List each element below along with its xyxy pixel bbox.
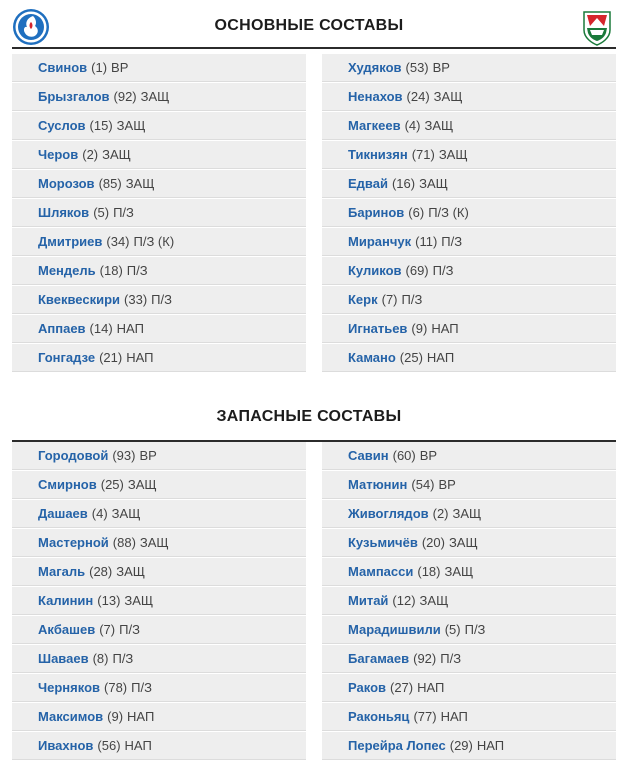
- player-row: [322, 83, 616, 111]
- player-row: [12, 645, 306, 673]
- player-row: [12, 703, 306, 731]
- player-name-link[interactable]: Ивахнов: [38, 738, 94, 753]
- player-row: [322, 442, 616, 470]
- player-name-link[interactable]: Дашаев: [38, 506, 88, 521]
- player-position: П/З: [440, 651, 462, 666]
- player-position: НАП: [476, 738, 505, 753]
- player-number: (5): [444, 622, 461, 637]
- player-row: [322, 616, 616, 644]
- player-name-link[interactable]: Мендель: [38, 263, 96, 278]
- player-row: [12, 442, 306, 470]
- player-row: [12, 732, 306, 760]
- player-position: П/З: [126, 263, 148, 278]
- player-position: П/З: [401, 292, 423, 307]
- player-position: П/З: [113, 205, 134, 220]
- player-position: ЗАЩ: [448, 535, 478, 550]
- player-number: (69): [405, 263, 429, 278]
- player-name-link[interactable]: Черняков: [38, 680, 101, 695]
- player-position: ВР: [438, 477, 456, 492]
- player-row: [12, 587, 306, 615]
- player-number: (5): [93, 205, 110, 220]
- home-lineup-list: [12, 54, 306, 373]
- player-position: П/З: [432, 263, 454, 278]
- player-position: ЗАЩ: [124, 593, 154, 608]
- player-number: (20): [421, 535, 445, 550]
- player-number: (21): [99, 350, 123, 365]
- player-name-link[interactable]: Митай: [348, 593, 389, 608]
- player-number: (60): [392, 448, 416, 463]
- player-row: [322, 54, 616, 82]
- player-number: (92): [413, 651, 437, 666]
- player-row: [322, 170, 616, 198]
- player-row: [12, 199, 306, 227]
- player-position: ЗАЩ: [438, 147, 468, 162]
- player-row: [12, 344, 306, 372]
- player-name-link[interactable]: Керк: [348, 292, 378, 307]
- player-name-link[interactable]: Куликов: [348, 263, 402, 278]
- player-name-link[interactable]: Мампасси: [348, 564, 414, 579]
- player-position: ЗАЩ: [116, 118, 146, 133]
- player-position: ЗАЩ: [116, 564, 145, 579]
- player-number: (4): [404, 118, 421, 133]
- away-substitutes-list: [322, 442, 616, 761]
- player-name-link[interactable]: Акбашев: [38, 622, 96, 637]
- player-number: (24): [406, 89, 430, 104]
- player-number: (6): [408, 205, 425, 220]
- player-number: (78): [104, 680, 128, 695]
- player-row: [12, 674, 306, 702]
- lineups-divider: [12, 47, 616, 49]
- player-name-link[interactable]: Магкеев: [348, 118, 401, 133]
- player-number: (77): [413, 709, 437, 724]
- player-row: [322, 587, 616, 615]
- player-number: (18): [417, 564, 441, 579]
- substitutes-header: [0, 387, 618, 442]
- player-row: [12, 141, 306, 169]
- player-number: (71): [411, 147, 435, 162]
- player-row: [322, 703, 616, 731]
- player-row: [12, 228, 306, 256]
- player-row: [322, 286, 616, 314]
- player-position: НАП: [116, 321, 144, 336]
- substitutes-divider: [12, 440, 616, 442]
- player-position: П/З: [151, 292, 172, 307]
- player-number: (8): [92, 651, 109, 666]
- player-position: НАП: [426, 350, 455, 365]
- player-name-link[interactable]: Свинов: [38, 60, 88, 75]
- player-row: [12, 286, 306, 314]
- player-number: (14): [89, 321, 113, 336]
- player-position: П/З: [119, 622, 140, 637]
- lineups-title: ОСНОВНЫЕ СОСТАВЫ: [214, 17, 404, 34]
- player-number: (15): [89, 118, 113, 133]
- player-row: [12, 500, 306, 528]
- player-number: (7): [99, 622, 116, 637]
- player-name-link[interactable]: Раков: [348, 680, 386, 695]
- player-row: [322, 257, 616, 285]
- player-position: ЗАЩ: [444, 564, 474, 579]
- player-row: [322, 344, 616, 372]
- player-number: (85): [98, 176, 122, 191]
- player-name-link[interactable]: Савин: [348, 448, 389, 463]
- player-number: (11): [415, 234, 438, 249]
- player-name-link[interactable]: Квеквескири: [38, 292, 121, 307]
- player-position: НАП: [126, 350, 154, 365]
- substitutes-section: [0, 387, 618, 761]
- player-name-link[interactable]: Черов: [38, 147, 79, 162]
- player-number: (9): [107, 709, 124, 724]
- player-number: (25): [100, 477, 124, 492]
- player-number: (88): [112, 535, 136, 550]
- player-number: (9): [411, 321, 428, 336]
- player-name-link[interactable]: Худяков: [348, 60, 402, 75]
- player-position: ЗАЩ: [452, 506, 482, 521]
- player-number: (1): [91, 60, 108, 75]
- player-name-link[interactable]: Живоглядов: [348, 506, 429, 521]
- player-name-link[interactable]: Камано: [348, 350, 396, 365]
- player-number: (53): [405, 60, 429, 75]
- player-name-link[interactable]: Ненахов: [348, 89, 403, 104]
- player-name-link[interactable]: Кузьмичёв: [348, 535, 418, 550]
- player-name-link[interactable]: Матюнин: [348, 477, 408, 492]
- player-position: П/З: [131, 680, 152, 695]
- player-position: ЗАЩ: [127, 477, 157, 492]
- player-number: (27): [390, 680, 414, 695]
- player-number: (4): [91, 506, 108, 521]
- player-name-link[interactable]: Суслов: [38, 118, 86, 133]
- player-row: [12, 54, 306, 82]
- player-row: [322, 199, 616, 227]
- player-name-link[interactable]: Баринов: [348, 205, 405, 220]
- player-number: (56): [97, 738, 121, 753]
- player-row: [322, 558, 616, 586]
- player-row: [322, 471, 616, 499]
- player-position: ЗАЩ: [433, 89, 463, 104]
- player-position: П/З: [464, 622, 486, 637]
- player-position: НАП: [440, 709, 468, 724]
- player-row: [322, 315, 616, 343]
- player-number: (7): [381, 292, 398, 307]
- player-name-link[interactable]: Гонгадзе: [38, 350, 96, 365]
- lokomotiv-club-logo-icon: [582, 8, 612, 46]
- player-name-link[interactable]: Мастерной: [38, 535, 109, 550]
- player-number: (93): [112, 448, 136, 463]
- player-name-link[interactable]: Шаваев: [38, 651, 89, 666]
- player-position: ЗАЩ: [140, 89, 170, 104]
- home-substitutes-list: [12, 442, 306, 761]
- player-row: [12, 529, 306, 557]
- player-name-link[interactable]: Миранчук: [348, 234, 412, 249]
- player-name-link[interactable]: Багамаев: [348, 651, 410, 666]
- player-position: ЗАЩ: [419, 176, 448, 191]
- player-name-link[interactable]: Шляков: [38, 205, 90, 220]
- player-row: [12, 170, 306, 198]
- player-row: [12, 112, 306, 140]
- player-number: (34): [106, 234, 130, 249]
- player-number: (29): [449, 738, 473, 753]
- player-position: ВР: [432, 60, 450, 75]
- player-position: ЗАЩ: [419, 593, 449, 608]
- player-name-link[interactable]: Городовой: [38, 448, 109, 463]
- player-row: [12, 558, 306, 586]
- player-position: НАП: [431, 321, 459, 336]
- player-number: (2): [82, 147, 99, 162]
- player-name-link[interactable]: Магаль: [38, 564, 86, 579]
- player-position: НАП: [127, 709, 155, 724]
- player-position: ВР: [139, 448, 157, 463]
- player-name-link[interactable]: Смирнов: [38, 477, 97, 492]
- player-position: ЗАЩ: [424, 118, 454, 133]
- player-position: ВР: [111, 60, 129, 75]
- player-position: П/З (К): [133, 234, 175, 249]
- player-row: [322, 529, 616, 557]
- player-row: [322, 645, 616, 673]
- player-position: П/З (К): [428, 205, 469, 220]
- player-name-link[interactable]: Раконьяц: [348, 709, 410, 724]
- player-name-link[interactable]: Аппаев: [38, 321, 86, 336]
- player-row: [12, 315, 306, 343]
- player-row: [322, 141, 616, 169]
- player-position: ЗАЩ: [102, 147, 131, 162]
- player-name-link[interactable]: Калинин: [38, 593, 94, 608]
- player-number: (12): [392, 593, 416, 608]
- player-position: ЗАЩ: [139, 535, 169, 550]
- player-row: [12, 257, 306, 285]
- player-position: П/З: [441, 234, 463, 249]
- player-row: [12, 471, 306, 499]
- player-row: [12, 616, 306, 644]
- player-row: [322, 228, 616, 256]
- player-row: [322, 674, 616, 702]
- player-row: [322, 112, 616, 140]
- player-row: [12, 83, 306, 111]
- player-position: НАП: [417, 680, 445, 695]
- player-row: [322, 500, 616, 528]
- player-number: (2): [432, 506, 449, 521]
- player-name-link[interactable]: Морозов: [38, 176, 95, 191]
- player-name-link[interactable]: Перейра Лопес: [348, 738, 446, 753]
- player-position: ЗАЩ: [111, 506, 141, 521]
- player-number: (16): [391, 176, 416, 191]
- player-number: (25): [399, 350, 423, 365]
- player-name-link[interactable]: Едвай: [348, 176, 388, 191]
- player-name-link[interactable]: Брызгалов: [38, 89, 110, 104]
- player-name-link[interactable]: Тикнизян: [348, 147, 408, 162]
- player-position: ВР: [419, 448, 438, 463]
- player-position: П/З: [112, 651, 134, 666]
- lineups-columns: [12, 54, 616, 373]
- player-name-link[interactable]: Дмитриев: [38, 234, 103, 249]
- away-lineup-list: [322, 54, 616, 373]
- substitutes-columns: [12, 442, 616, 761]
- player-row: [322, 732, 616, 760]
- player-position: НАП: [124, 738, 152, 753]
- player-number: (54): [411, 477, 435, 492]
- player-number: (13): [97, 593, 121, 608]
- lineups-header: [0, 0, 618, 54]
- player-number: (92): [113, 89, 137, 104]
- player-name-link[interactable]: Игнатьев: [348, 321, 408, 336]
- player-position: ЗАЩ: [125, 176, 155, 191]
- player-name-link[interactable]: Марадишвили: [348, 622, 441, 637]
- player-number: (18): [99, 263, 123, 278]
- player-number: (33): [124, 292, 148, 307]
- substitutes-title: ЗАПАСНЫЕ СОСТАВЫ: [216, 408, 402, 425]
- player-name-link[interactable]: Максимов: [38, 709, 104, 724]
- lineups-section: [0, 0, 618, 373]
- player-number: (28): [89, 564, 113, 579]
